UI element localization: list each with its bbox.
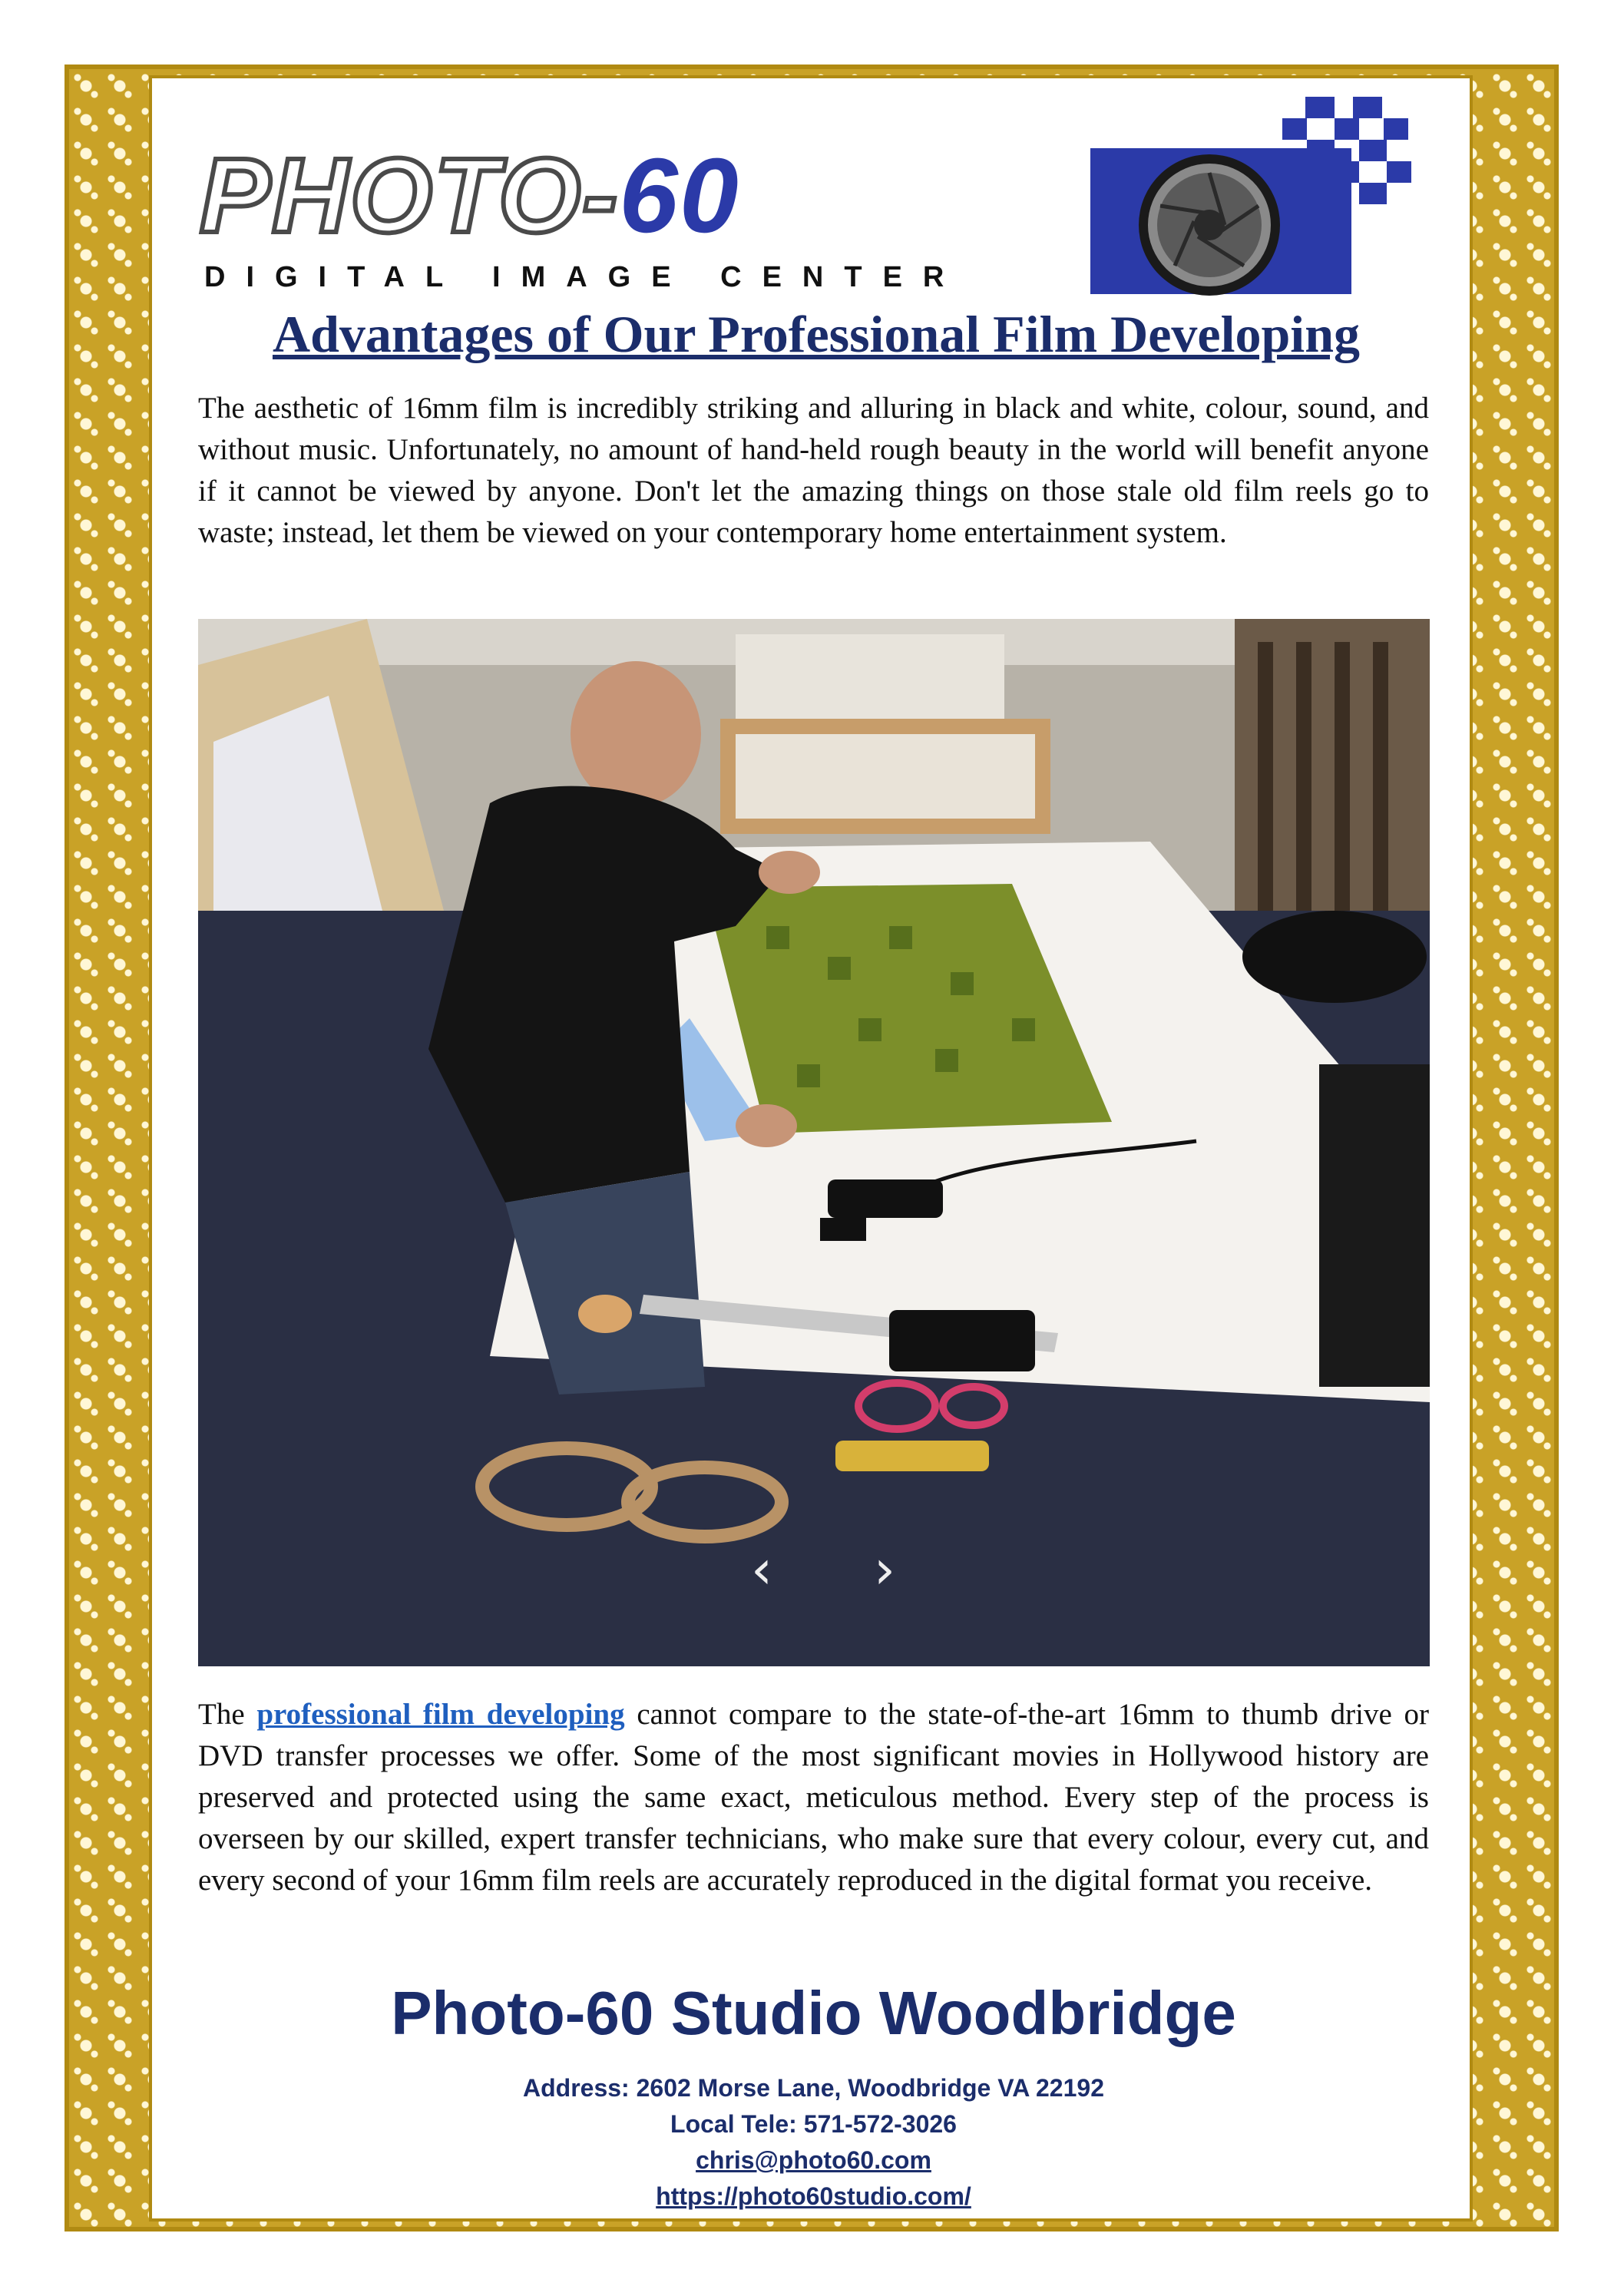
carousel-prev-arrow[interactable]: ‹ [751, 1538, 772, 1601]
camera-shutter-lens-icon [1083, 91, 1428, 298]
studio-address: Address: 2602 Morse Lane, Woodbridge VA 22192 [523, 2074, 1104, 2102]
carousel-next-arrow[interactable]: › [874, 1538, 895, 1601]
professional-film-developing-link[interactable]: professional film developing [256, 1698, 625, 1731]
studio-phone: Local Tele: 571-572-3026 [670, 2110, 957, 2138]
logo-tagline: DIGITAL IMAGE CENTER [204, 261, 965, 293]
studio-name: Photo-60 Studio Woodbridge [391, 1979, 1236, 2047]
intro-paragraph: The aesthetic of 16mm film is incredibly striking and alluring in black and white, colour, sound, and without music. Unfortunately, no amount of hand-held rough beauty in the world will benefit anyone if it cannot be viewed by anyone. Don't let the amazing things on those stale old film reels go to waste; instead, let them be viewed on your contemporary home entertainment system. [198, 392, 1429, 549]
studio-email-link[interactable]: chris@photo60.com [696, 2146, 931, 2174]
workshop-photo [198, 619, 1430, 1666]
page-title: Advantages of Our Professional Film Developing [272, 305, 1361, 363]
photo-illustration [198, 619, 1430, 1666]
body-paragraph [198, 1694, 1429, 1901]
studio-website-link[interactable]: https://photo60studio.com/ [656, 2182, 971, 2210]
logo-word-photo: PHOTO- [200, 137, 620, 255]
logo-word-60: 60 [619, 137, 740, 255]
body-lead-text: The [198, 1698, 257, 1731]
body-rest-text: cannot compare to the state-of-the-art 16mm to thumb drive or DVD transfer processes we offer. Some of the most significant movies in Hollywood history are preserved and protected using the same exact, meticulous method. Every step of the process is overseen by our skilled, expert transfer technicians, who make sure that every colour, every cut, and every second of your 16mm film reels are accurately reproduced in the digital format you receive. [198, 1698, 1429, 1897]
photo60-logo [200, 91, 1428, 298]
logo-wordmark [200, 137, 740, 255]
